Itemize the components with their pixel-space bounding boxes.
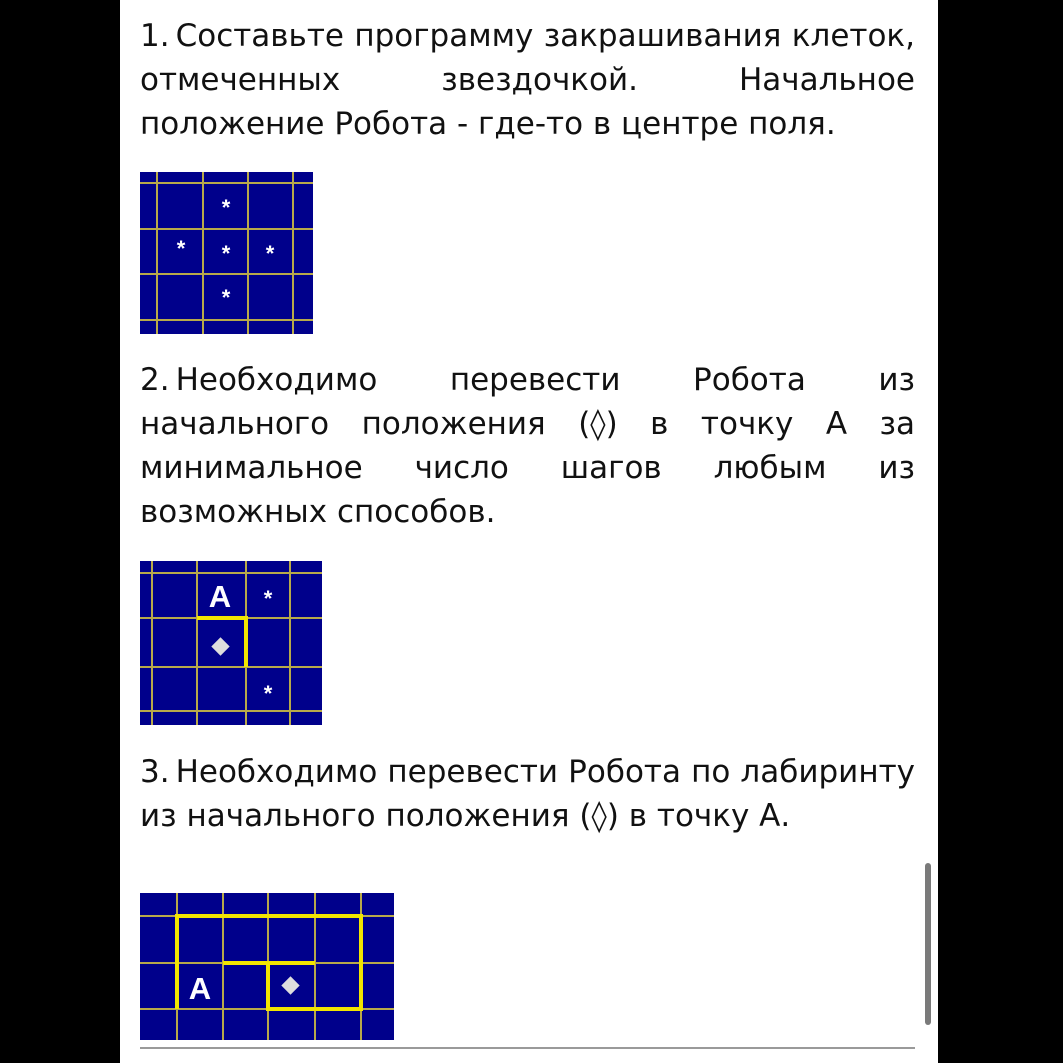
figure-1-grid <box>140 172 313 334</box>
task-2-text: Необходимо перевести Робота из начального положения (◊) в точку А за минимальное число шагов любым из возможных способов. <box>140 362 915 530</box>
task-1-number: 1. <box>140 18 170 54</box>
task-3 <box>140 750 915 838</box>
task-2-number: 2. <box>140 362 170 398</box>
star-mark: * <box>221 241 231 266</box>
target-a-label: A <box>188 971 212 1006</box>
star-mark: * <box>221 195 231 220</box>
star-mark: * <box>265 241 275 266</box>
task-2 <box>140 358 915 534</box>
task-1 <box>140 14 915 146</box>
star-mark: * <box>221 285 231 310</box>
target-a-label: A <box>208 579 232 614</box>
document-page <box>120 0 938 1063</box>
divider <box>140 1047 915 1049</box>
task-3-text: Необходимо перевести Робота по лабиринту из начального положения (◊) в точку А. <box>140 754 915 834</box>
star-mark: * <box>263 681 273 706</box>
star-mark: * <box>176 236 186 261</box>
figure-2-grid <box>140 561 322 725</box>
task-1-text: Составьте программу закрашивания клеток, отмеченных звездочкой. Начальное положение Робота - где-то в центре поля. <box>140 18 915 142</box>
scrollbar[interactable] <box>925 863 931 1025</box>
figure-3-grid <box>140 893 394 1040</box>
star-mark: * <box>263 586 273 611</box>
task-3-number: 3. <box>140 754 170 790</box>
